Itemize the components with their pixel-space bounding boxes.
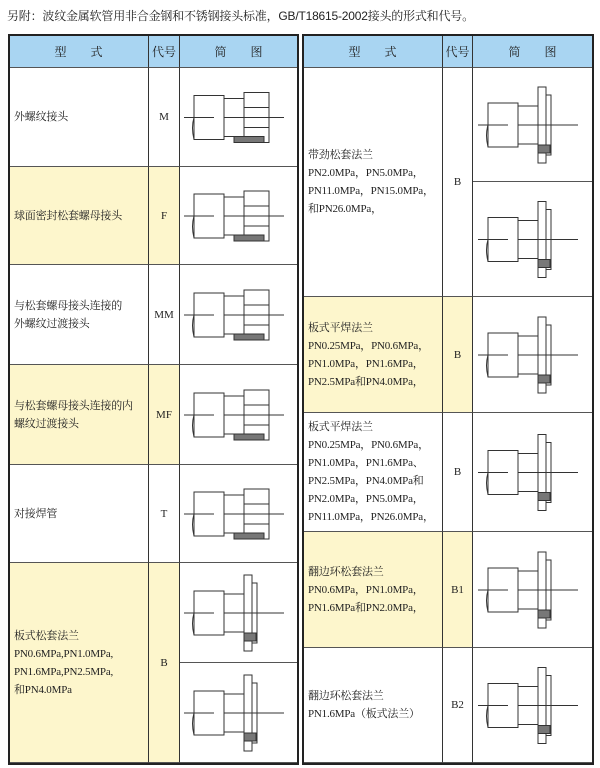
code-cell: M <box>149 68 180 167</box>
fitting-diagram <box>180 68 298 167</box>
type-text-line: 外螺纹过渡接头 <box>14 317 90 330</box>
code-cell: B <box>443 297 473 413</box>
header-type: 型 式 <box>303 35 443 68</box>
type-cell <box>9 563 149 763</box>
code-cell: MM <box>149 265 180 365</box>
header-diagram: 简 图 <box>180 35 298 68</box>
type-text-line: 螺纹过渡接头 <box>14 417 79 430</box>
fitting-diagram <box>473 648 593 763</box>
type-text-line: PN0.25MPa，PN0.6MPa， <box>308 439 429 451</box>
page-title: 另附：波纹金属软管用非合金钢和不锈钢接头标准，GB/T18615-2002接头的形式和代号。 <box>7 9 474 23</box>
type-text-line: PN1.0MPa，PN1.6MPa、 <box>308 457 424 469</box>
type-text-line: PN0.25MPa，PN0.6MPa， <box>308 339 429 352</box>
type-cell <box>303 413 443 532</box>
code-cell: B <box>443 68 473 297</box>
fitting-diagram <box>180 365 298 465</box>
type-text-line: PN2.5MPa和PN4.0MPa， <box>308 375 424 388</box>
type-cell <box>303 297 443 413</box>
code-cell: T <box>149 465 180 563</box>
fitting-diagram <box>180 265 298 365</box>
code-cell: MF <box>149 365 180 465</box>
header-diagram: 简 图 <box>473 35 593 68</box>
header-code: 代号 <box>149 35 180 68</box>
fitting-diagram <box>473 413 593 532</box>
type-cell <box>9 365 149 465</box>
type-text-line: 和PN26.0MPa， <box>308 203 382 215</box>
fitting-diagram <box>473 297 593 413</box>
fitting-diagram <box>473 68 593 182</box>
type-text-line: 翻边环松套法兰 <box>308 690 384 702</box>
type-cell <box>9 465 149 563</box>
type-text-line: 板式松套法兰 <box>14 629 79 642</box>
type-cell <box>9 167 149 265</box>
type-text-line: 翻边环松套法兰 <box>308 565 384 578</box>
type-text-line: 球面密封松套螺母接头 <box>14 209 122 222</box>
type-text-line: PN2.5MPa，PN4.0MPa和 <box>308 475 424 487</box>
type-cell <box>303 532 443 648</box>
type-text-line: 与松套螺母接头连接的 <box>14 299 122 312</box>
code-cell: F <box>149 167 180 265</box>
code-cell: B <box>149 563 180 763</box>
type-text-line: PN1.6MPa,PN2.5MPa, <box>14 665 114 678</box>
type-text-line: PN11.0MPa，PN15.0MPa， <box>308 185 434 197</box>
type-text-line: 板式平焊法兰 <box>308 321 373 334</box>
type-text-line: PN11.0MPa，PN26.0MPa， <box>308 511 434 523</box>
header-code: 代号 <box>443 35 473 68</box>
code-cell: B2 <box>443 648 473 763</box>
type-text-line: PN1.6MPa（板式法兰） <box>308 708 420 720</box>
type-cell <box>9 265 149 365</box>
type-text-line: 和PN4.0MPa <box>14 683 72 696</box>
fitting-diagram <box>180 563 298 663</box>
fitting-diagram <box>473 182 593 297</box>
fitting-diagram <box>180 663 298 763</box>
type-cell <box>303 648 443 763</box>
type-text-line: 对接焊管 <box>14 507 58 520</box>
code-cell: B1 <box>443 532 473 648</box>
type-cell <box>9 68 149 167</box>
type-text-line: PN0.6MPa，PN1.0MPa， <box>308 583 424 596</box>
code-cell: B <box>443 413 473 532</box>
type-text-line: PN2.0MPa，PN5.0MPa， <box>308 493 424 505</box>
fitting-diagram <box>180 465 298 563</box>
type-cell <box>303 68 443 297</box>
type-text-line: PN1.0MPa，PN1.6MPa， <box>308 357 424 370</box>
type-text-line: 外螺纹接头 <box>14 111 68 123</box>
type-text-line: 带劲松套法兰 <box>308 149 373 161</box>
type-text-line: PN2.0MPa，PN5.0MPa， <box>308 167 424 179</box>
type-text-line: 板式平焊法兰 <box>308 421 373 433</box>
fitting-diagram <box>473 532 593 648</box>
fitting-diagram <box>180 167 298 265</box>
type-text-line: 与松套螺母接头连接的内 <box>14 399 133 412</box>
header-type: 型 式 <box>9 35 149 68</box>
type-text-line: PN1.6MPa和PN2.0MPa， <box>308 601 424 614</box>
type-text-line: PN0.6MPa,PN1.0MPa, <box>14 647 114 660</box>
